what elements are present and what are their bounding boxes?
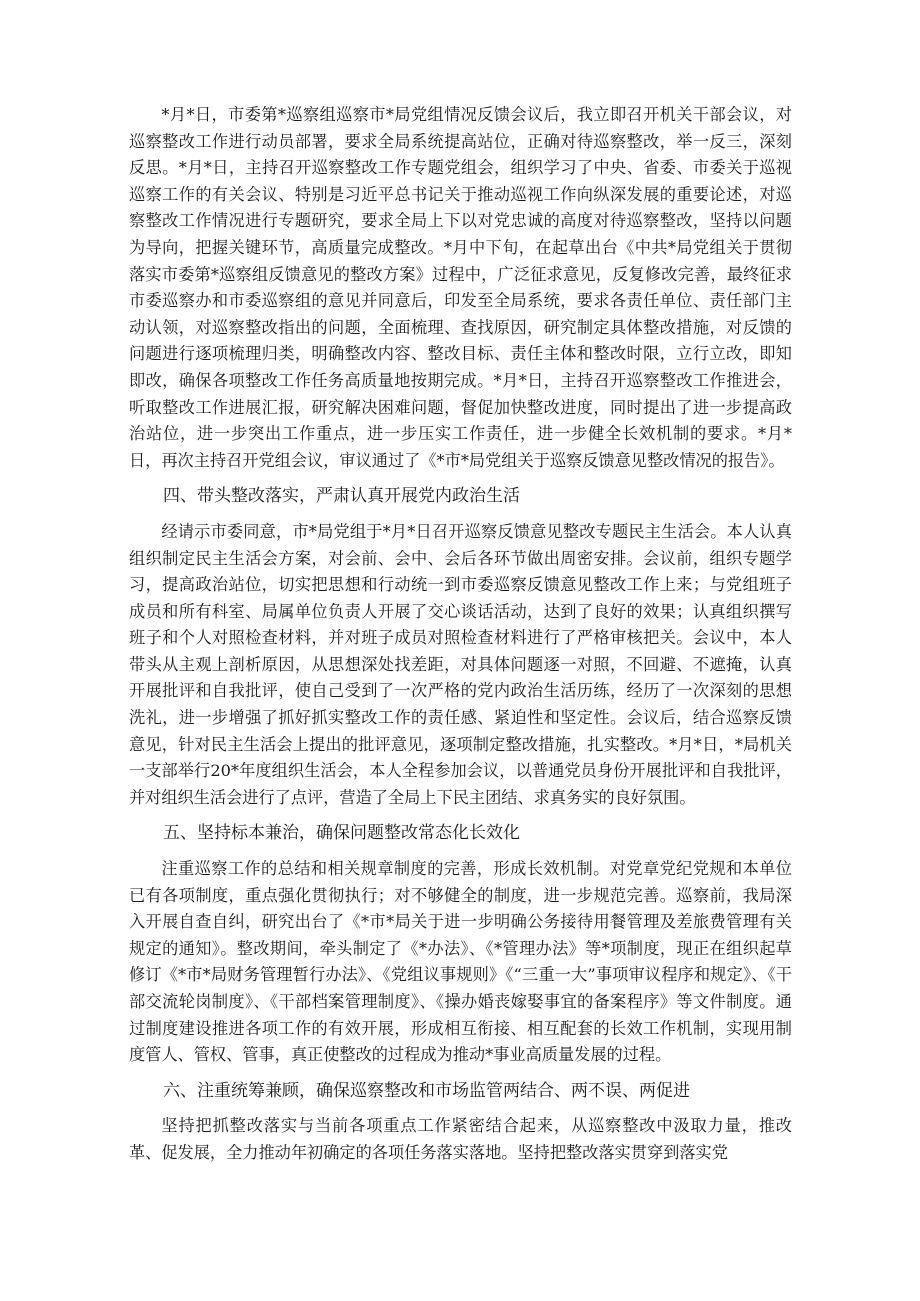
document-page	[129, 102, 792, 1167]
section-heading: 四、带头整改落实，严肃认真开展党内政治生活	[163, 486, 520, 507]
body-paragraph: 经请示市委同意，市*局党组于*月*日召开巡察反馈意见整改专题民主生活会。本人认真组织制定民主生活会方案，对会前、会中、会后各环节做出周密安排。会议前，组织专题学习，提高政治站位，切实把思想和行动统一到市委巡察反馈意见整改工作上来；与党组班子成员和所有科室、局属单位负责人开展了交心谈话活动，达到了良好的效果；认真组织撰写班子和个人对照检查材料，并对班子成员对照检查材料进行了严格审核把关。会议中，本人带头从主观上剖析原因，从思想深处找差距，对具体问题逐一对照，不回避、不遮掩，认真开展批评和自我批评，使自己受到了一次严格的党内政治生活历练，经历了一次深刻的思想洗礼，进一步增强了抓好抓实整改工作的责任感、紧迫性和坚定性。会议后，结合巡察反馈意见，针对民主生活会上提出的批评意见，逐项制定整改措施，扎实整改。*月*日，*局机关一支部举行20*年度组织生活会，本人全程参加会议，以普通党员身份开展批评和自我批评，并对组织生活会进行了点评，营造了全局上下民主团结、求真务实的良好氛围。	[129, 521, 792, 807]
body-paragraph: *月*日，市委第*巡察组巡察市*局党组情况反馈会议后，我立即召开机关干部会议，对巡察整改工作进行动员部署，要求全局系统提高站位，正确对待巡察整改，举一反三，深刻反思。*月*日，主持召开巡察整改工作专题党组会，组织学习了中央、省委、市委关于巡视巡察工作的有关会议、特别是习近平总书记关于推动巡视工作向纵深发展的重要论述，对巡察整改工作情况进行专题研究，要求全局上下以对党忠诚的高度对待巡察整改，坚持以问题为导向，把握关键环节，高质量完成整改。*月中下旬，在起草出台《中共*局党组关于贯彻落实市委第*巡察组反馈意见的整改方案》过程中，广泛征求意见，反复修改完善，最终征求市委巡察办和市委巡察组的意见并同意后，印发至全局系统，要求各责任单位、责任部门主动认领，对巡察整改指出的问题，全面梳理、查找原因，研究制定具体整改措施，对反馈的问题进行逐项梳理归类，明确整改内容、整改目标、责任主体和整改时限，立行立改，即知即改，确保各项整改工作任务高质量地按期完成。*月*日，主持召开巡察整改工作推进会，听取整改工作进展汇报，研究解决困难问题，督促加快整改进度，同时提出了进一步提高政治站位，进一步突出工作重点，进一步压实工作责任，进一步健全长效机制的要求。*月*日，再次主持召开党组会议，审议通过了《*市*局党组关于巡察反馈意见整改情况的报告》。	[129, 105, 792, 470]
body-paragraph: 坚持把抓整改落实与当前各项重点工作紧密结合起来，从巡察整改中汲取力量，推改革、促发展，全力推动年初确定的各项任务落实落地。坚持把整改落实贯穿到落实党	[129, 1116, 792, 1162]
section-heading: 五、坚持标本兼治，确保问题整改常态化长效化	[163, 823, 520, 844]
body-paragraph: 注重巡察工作的总结和相关规章制度的完善，形成长效机制。对党章党纪党规和本单位已有各项制度，重点强化贯彻执行；对不够健全的制度，进一步规范完善。巡察前，我局深入开展自查自纠，研究出台了《*市*局关于进一步明确公务接待用餐管理及差旅费管理有关规定的通知》。整改期间，牵头制定了《*办法》、《*管理办法》等*项制度，现正在组织起草修订《*市*局财务管理暂行办法》、《党组议事规则》《“三重一大”事项审议程序和规定》、《干部交流轮岗制度》、《干部档案管理制度》、《操办婚丧嫁娶事宜的备案程序》等文件制度。通过制度建设推进各项工作的有效开展，形成相互衔接、相互配套的长效工作机制，实现用制度管人、管权、管事，真正使整改的过程成为推动*事业高质量发展的过程。	[129, 859, 792, 1065]
section-heading: 六、注重统筹兼顾，确保巡察整改和市场监管两结合、两不误、两促进	[163, 1080, 690, 1101]
